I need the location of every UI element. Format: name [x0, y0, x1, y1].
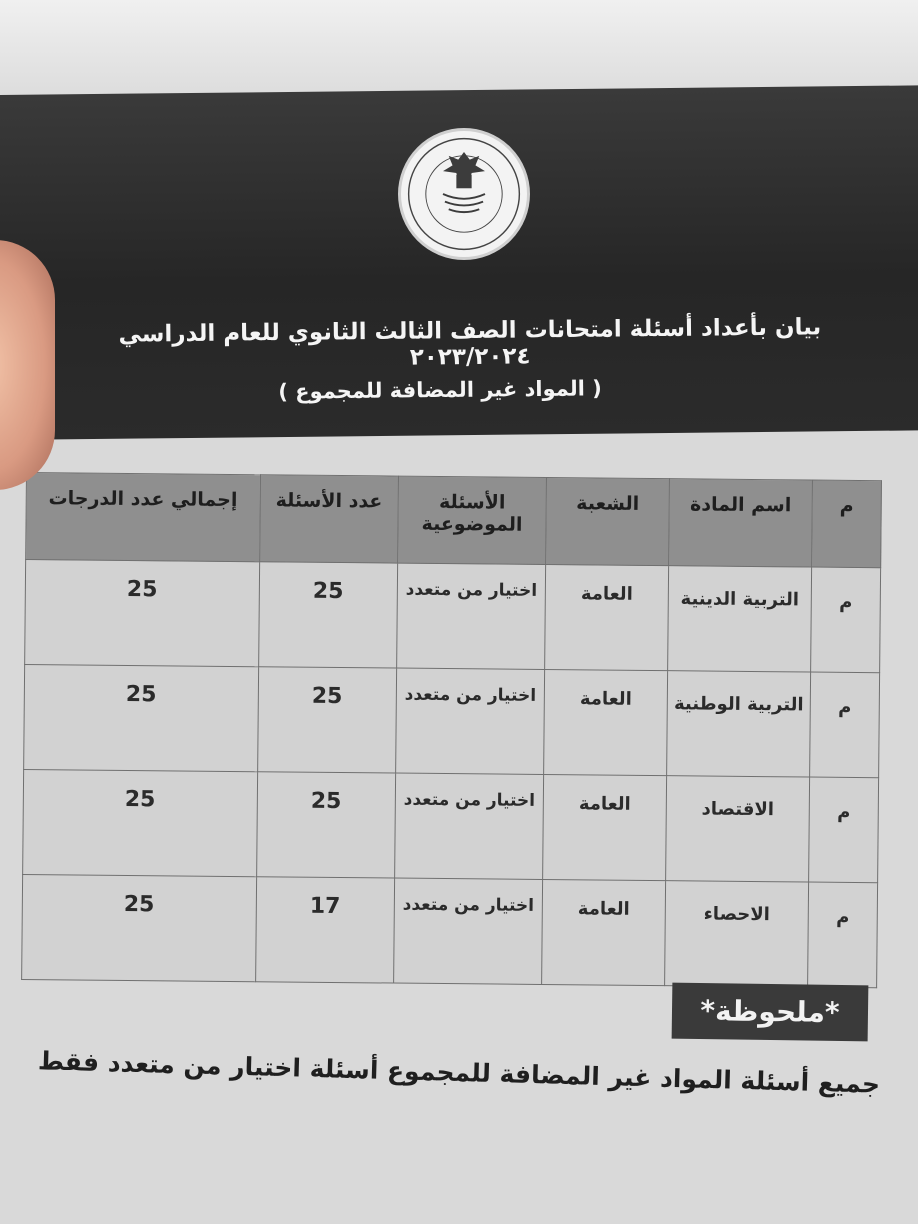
row-total-marks: 25: [25, 560, 260, 667]
row-subject: الاقتصاد: [666, 776, 810, 882]
finger-photo-artifact: [0, 240, 55, 490]
ministry-logo: [398, 128, 530, 260]
row-question-type: اختيار من متعدد: [394, 878, 543, 984]
row-index: م: [809, 777, 879, 883]
row-subject: الاحصاء: [665, 881, 809, 987]
note-label: *ملحوظة*: [672, 983, 869, 1042]
row-question-type: اختيار من متعدد: [397, 563, 546, 669]
table-row: [22, 874, 878, 987]
row-question-count: 17: [255, 877, 394, 983]
header-question-count: عدد الأسئلة: [259, 475, 398, 563]
paper-background: [0, 0, 918, 100]
table-row: [23, 769, 879, 882]
row-question-count: 25: [258, 562, 397, 668]
table-row: [25, 560, 881, 673]
eagle-emblem-icon: [401, 131, 527, 257]
header-subject: اسم المادة: [669, 479, 813, 567]
row-total-marks: 25: [24, 664, 259, 771]
row-branch: العامة: [545, 564, 669, 670]
header-index: م: [812, 480, 882, 568]
header-question-type: الأسئلة الموضوعية: [398, 476, 547, 564]
table-row: [24, 664, 880, 777]
questions-table: [21, 472, 882, 988]
row-question-count: 25: [257, 667, 396, 773]
row-subject: التربية الدينية: [668, 566, 812, 672]
row-total-marks: 25: [22, 874, 257, 981]
row-subject: التربية الوطنية: [667, 671, 811, 777]
row-index: م: [808, 882, 878, 988]
row-question-type: اختيار من متعدد: [395, 773, 544, 879]
header-branch: الشعبة: [546, 477, 670, 565]
row-branch: العامة: [543, 774, 667, 880]
row-question-count: 25: [256, 772, 395, 878]
row-index: م: [811, 567, 881, 673]
row-branch: العامة: [544, 669, 668, 775]
row-index: م: [810, 672, 880, 778]
row-question-type: اختيار من متعدد: [396, 668, 545, 774]
page-subtitle: ( المواد غير المضافة للمجموع ): [278, 376, 602, 404]
table-header-row: [26, 473, 882, 568]
header-total-marks: إجمالي عدد الدرجات: [26, 473, 260, 562]
page-title: بيان بأعداد أسئلة امتحانات الصف الثالث الثانوي للعام الدراسي ٢٠٢٣/٢٠٢٤: [118, 314, 822, 371]
row-branch: العامة: [542, 879, 666, 985]
note-text: جميع أسئلة المواد غير المضافة للمجموع أسئلة اختيار من متعدد فقط: [37, 1046, 881, 1099]
row-total-marks: 25: [23, 769, 258, 876]
